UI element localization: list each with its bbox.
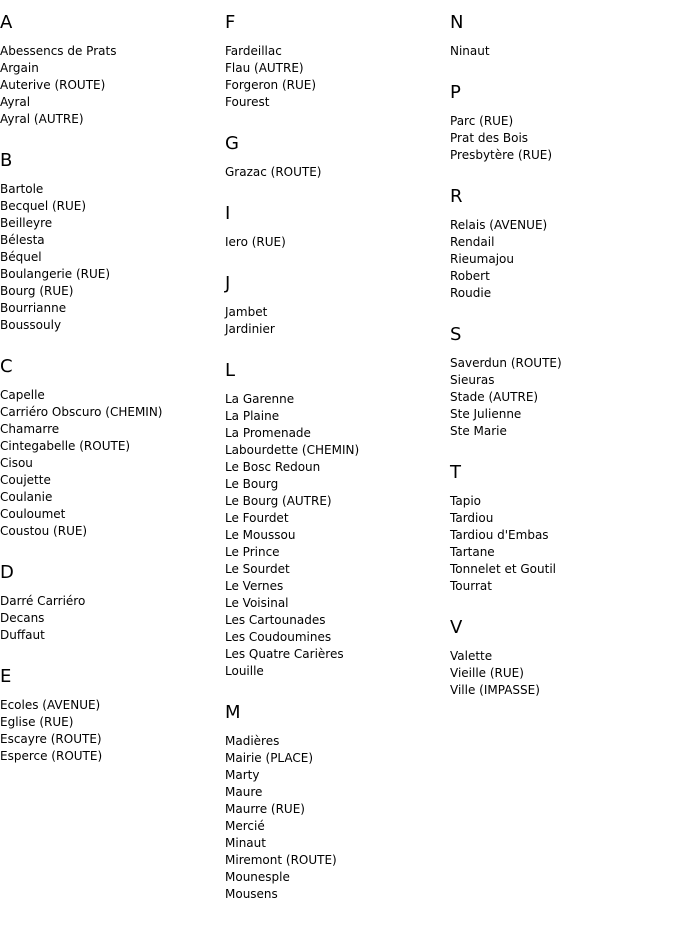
street-list <box>0 387 220 540</box>
street-link[interactable]: Tardiou <box>450 511 494 525</box>
street-link[interactable]: Ecoles (AVENUE) <box>0 698 101 712</box>
street-list <box>225 304 445 338</box>
street-link[interactable]: Auterive (ROUTE) <box>0 78 106 92</box>
street-link[interactable]: Jambet <box>225 305 268 319</box>
letter-heading: F <box>225 12 236 33</box>
index-column-1 <box>0 13 220 765</box>
street-link[interactable]: Sieuras <box>450 373 495 387</box>
street-list <box>225 164 445 181</box>
street-link[interactable]: Le Bosc Redoun <box>225 460 321 474</box>
street-link[interactable]: Le Bourg <box>225 477 279 491</box>
street-list <box>225 391 445 680</box>
street-list <box>450 113 670 164</box>
street-link[interactable]: Ville (IMPASSE) <box>450 683 540 697</box>
letter-section <box>450 13 670 60</box>
street-link[interactable]: La Garenne <box>225 392 295 406</box>
street-link[interactable]: Couloumet <box>0 507 66 521</box>
letter-heading: M <box>225 702 241 723</box>
street-link[interactable]: Cisou <box>0 456 33 470</box>
street-link[interactable]: Escayre (ROUTE) <box>0 732 102 746</box>
section-spacer <box>450 302 670 325</box>
street-list <box>450 648 670 699</box>
letter-heading: A <box>0 12 13 33</box>
street-link[interactable]: Maure <box>225 785 263 799</box>
street-link[interactable]: Tapio <box>450 494 481 508</box>
street-link[interactable]: Marty <box>225 768 260 782</box>
street-link[interactable]: Rieumajou <box>450 252 514 266</box>
street-link[interactable]: Ayral (AUTRE) <box>0 112 84 126</box>
street-list <box>225 43 445 111</box>
street-link[interactable]: Relais (AVENUE) <box>450 218 548 232</box>
street-link[interactable]: Le Voisinal <box>225 596 289 610</box>
letter-heading: E <box>0 666 12 687</box>
letter-section <box>450 618 670 699</box>
street-link[interactable]: Chamarre <box>0 422 60 436</box>
street-link[interactable]: Béquel <box>0 250 42 264</box>
letter-heading: T <box>450 462 461 483</box>
letter-heading: N <box>450 12 464 33</box>
section-spacer <box>225 181 445 204</box>
letter-section <box>0 151 220 334</box>
section-spacer <box>0 128 220 151</box>
street-link[interactable]: Jardinier <box>225 322 275 336</box>
street-link[interactable]: Iero (RUE) <box>225 235 286 249</box>
street-link[interactable]: Tardiou d'Embas <box>450 528 549 542</box>
street-list <box>450 217 670 302</box>
street-link[interactable]: Duffaut <box>0 628 45 642</box>
street-link[interactable]: Becquel (RUE) <box>0 199 87 213</box>
street-link[interactable]: Coulanie <box>0 490 53 504</box>
street-list <box>0 593 220 644</box>
street-link[interactable]: Roudie <box>450 286 492 300</box>
letter-heading: G <box>225 133 239 154</box>
street-link[interactable]: Mairie (PLACE) <box>225 751 314 765</box>
street-link[interactable]: Forgeron (RUE) <box>225 78 317 92</box>
street-link[interactable]: Presbytère (RUE) <box>450 148 553 162</box>
street-link[interactable]: Les Quatre Carières <box>225 647 344 661</box>
street-list <box>450 43 670 60</box>
street-link[interactable]: Bourrianne <box>0 301 67 315</box>
section-spacer <box>225 251 445 274</box>
street-link[interactable]: Maurre (RUE) <box>225 802 305 816</box>
letter-section <box>0 563 220 644</box>
street-list <box>0 43 220 128</box>
letter-section <box>0 667 220 765</box>
section-spacer <box>0 334 220 357</box>
letter-heading: I <box>225 203 231 224</box>
letter-section <box>0 13 220 128</box>
street-link[interactable]: Bourg (RUE) <box>0 284 74 298</box>
street-link[interactable]: Eglise (RUE) <box>0 715 74 729</box>
street-list <box>450 355 670 440</box>
street-link[interactable]: Decans <box>0 611 45 625</box>
street-link[interactable]: Le Vernes <box>225 579 284 593</box>
street-link[interactable]: Valette <box>450 649 493 663</box>
street-link[interactable]: Mercié <box>225 819 265 833</box>
street-link[interactable]: Madières <box>225 734 280 748</box>
index-column-2 <box>225 13 445 903</box>
street-link[interactable]: Minaut <box>225 836 266 850</box>
street-link[interactable]: Stade (AUTRE) <box>450 390 539 404</box>
letter-section <box>225 274 445 338</box>
street-link[interactable]: Bélesta <box>0 233 45 247</box>
street-link[interactable]: Boulangerie (RUE) <box>0 267 111 281</box>
street-link[interactable]: Miremont (ROUTE) <box>225 853 337 867</box>
street-link[interactable]: Capelle <box>0 388 45 402</box>
street-link[interactable]: Flau (AUTRE) <box>225 61 304 75</box>
section-spacer <box>0 644 220 667</box>
letter-heading: P <box>450 82 461 103</box>
street-link[interactable]: Carriéro Obscuro (CHEMIN) <box>0 405 163 419</box>
section-spacer <box>0 540 220 563</box>
street-link[interactable]: Le Prince <box>225 545 280 559</box>
street-link[interactable]: Tartane <box>450 545 495 559</box>
index-column-3 <box>450 13 670 699</box>
letter-section <box>225 204 445 251</box>
street-link[interactable]: Le Moussou <box>225 528 296 542</box>
street-list <box>225 234 445 251</box>
street-link[interactable]: Coujette <box>0 473 51 487</box>
street-link[interactable]: Cintegabelle (ROUTE) <box>0 439 131 453</box>
street-link[interactable]: Robert <box>450 269 490 283</box>
street-link[interactable]: Labourdette (CHEMIN) <box>225 443 360 457</box>
street-link[interactable]: Tonnelet et Goutil <box>450 562 556 576</box>
section-spacer <box>450 164 670 187</box>
letter-section <box>450 83 670 164</box>
letter-heading: V <box>450 617 463 638</box>
letter-section <box>0 357 220 540</box>
street-link[interactable]: Darré Carriéro <box>0 594 86 608</box>
letter-heading: C <box>0 356 13 377</box>
letter-section <box>450 325 670 440</box>
street-link[interactable]: Mousens <box>225 887 278 901</box>
street-link[interactable]: La Plaine <box>225 409 280 423</box>
section-spacer <box>225 338 445 361</box>
letter-heading: R <box>450 186 463 207</box>
letter-heading: L <box>225 360 236 381</box>
letter-heading: S <box>450 324 462 345</box>
letter-section <box>225 361 445 680</box>
street-link[interactable]: Le Sourdet <box>225 562 290 576</box>
street-link[interactable]: Mounesple <box>225 870 290 884</box>
street-link[interactable]: Ste Marie <box>450 424 507 438</box>
letter-section <box>225 13 445 111</box>
street-link[interactable]: Tourrat <box>450 579 492 593</box>
letter-section <box>450 187 670 302</box>
street-link[interactable]: Rendail <box>450 235 495 249</box>
street-link[interactable]: Bartole <box>0 182 44 196</box>
street-link[interactable]: Vieille (RUE) <box>450 666 524 680</box>
street-link[interactable]: Louille <box>225 664 264 678</box>
section-spacer <box>450 595 670 618</box>
letter-heading: B <box>0 150 13 171</box>
street-list <box>0 181 220 334</box>
section-spacer <box>450 60 670 83</box>
street-link[interactable]: Ayral <box>0 95 31 109</box>
letter-heading: J <box>225 273 231 294</box>
street-link[interactable]: Le Bourg (AUTRE) <box>225 494 332 508</box>
street-link[interactable]: Prat des Bois <box>450 131 529 145</box>
letter-heading: D <box>0 562 14 583</box>
street-link[interactable]: Fardeillac <box>225 44 282 58</box>
street-link[interactable]: Saverdun (ROUTE) <box>450 356 562 370</box>
section-spacer <box>225 111 445 134</box>
street-link[interactable]: Fourest <box>225 95 270 109</box>
street-link[interactable]: Les Coudoumines <box>225 630 332 644</box>
section-spacer <box>225 680 445 703</box>
street-link[interactable]: Ninaut <box>450 44 490 58</box>
letter-section <box>450 463 670 595</box>
letter-section <box>225 134 445 181</box>
street-link[interactable]: Ste Julienne <box>450 407 522 421</box>
street-link[interactable]: Abessencs de Prats <box>0 44 117 58</box>
letter-section <box>225 703 445 903</box>
street-link[interactable]: Boussouly <box>0 318 62 332</box>
street-link[interactable]: Les Cartounades <box>225 613 326 627</box>
street-list <box>225 733 445 903</box>
street-list <box>0 697 220 765</box>
street-link[interactable]: Le Fourdet <box>225 511 289 525</box>
street-link[interactable]: Parc (RUE) <box>450 114 514 128</box>
section-spacer <box>450 440 670 463</box>
street-link[interactable]: Esperce (ROUTE) <box>0 749 103 763</box>
street-link[interactable]: Beilleyre <box>0 216 53 230</box>
street-list <box>450 493 670 595</box>
street-link[interactable]: Argain <box>0 61 39 75</box>
street-link[interactable]: Coustou (RUE) <box>0 524 88 538</box>
street-link[interactable]: La Promenade <box>225 426 311 440</box>
street-link[interactable]: Grazac (ROUTE) <box>225 165 322 179</box>
